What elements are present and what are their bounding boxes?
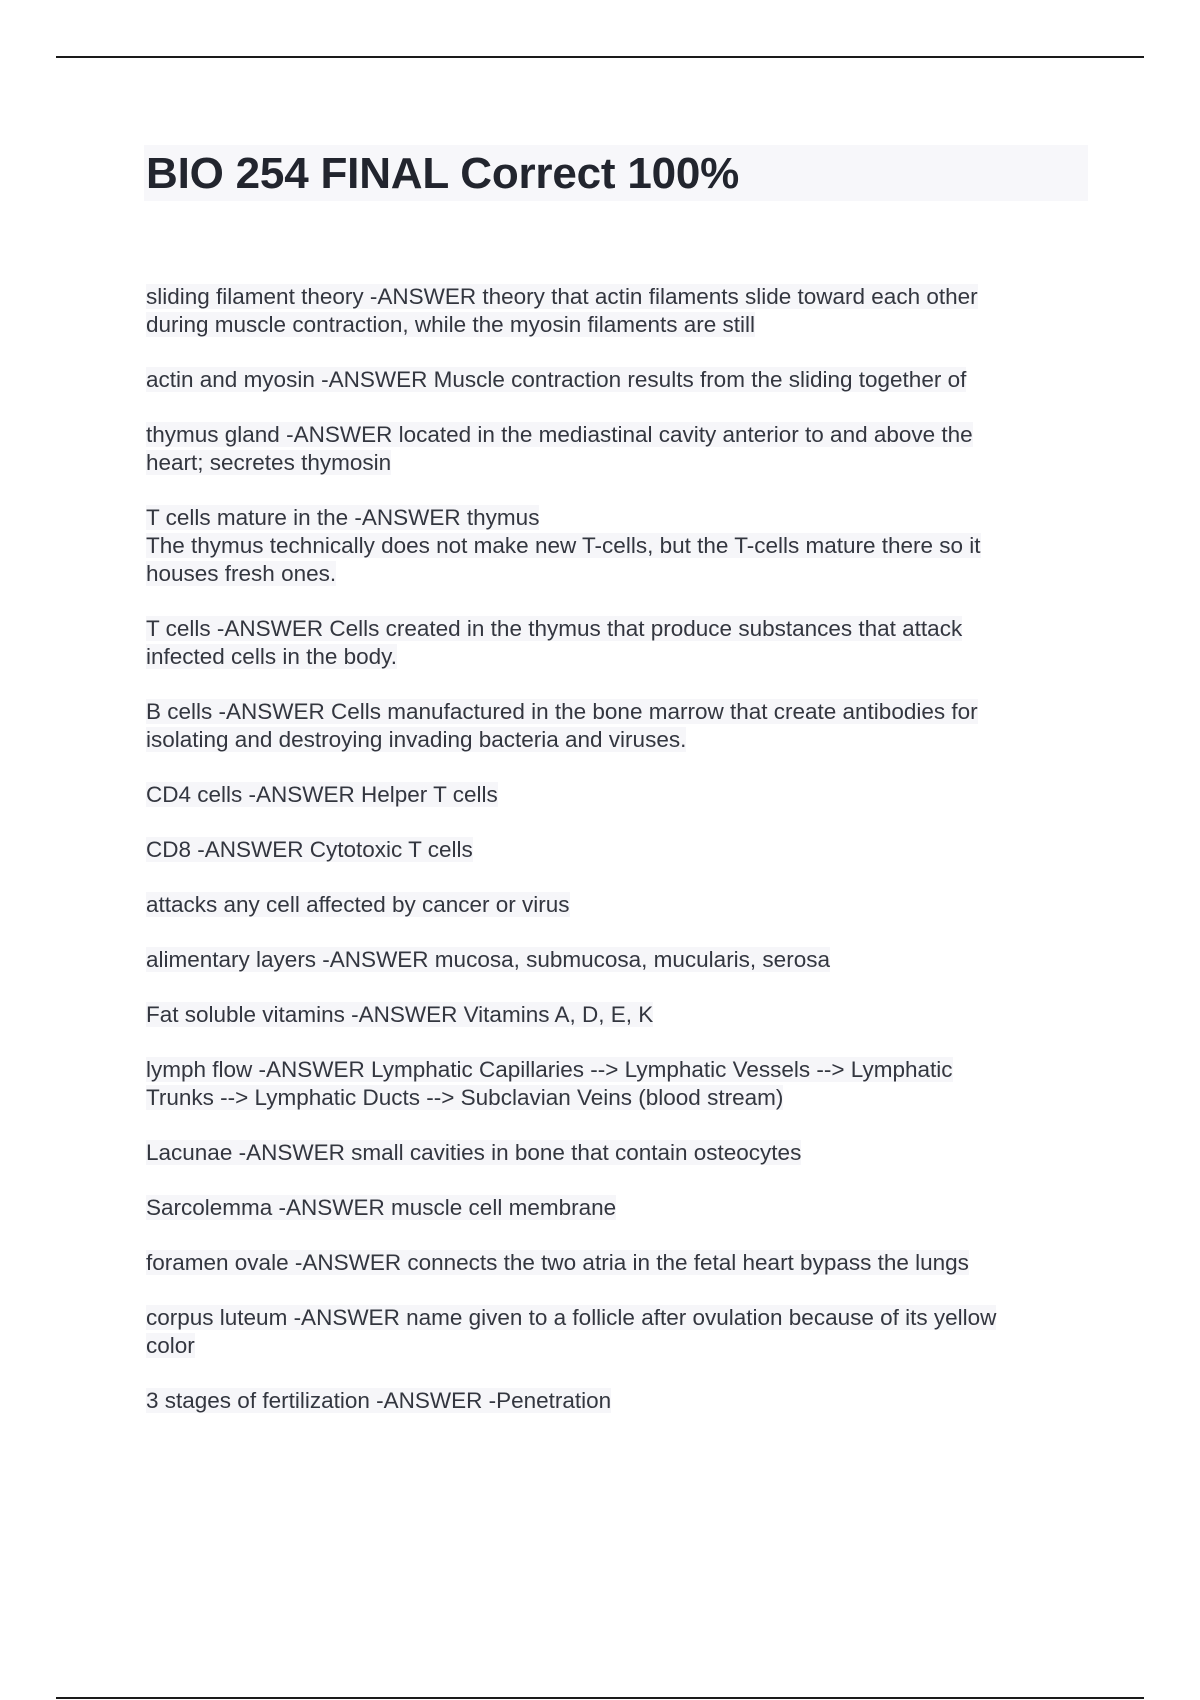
qa-entry-line (146, 1084, 1086, 1112)
top-rule (56, 56, 1144, 58)
qa-list (146, 283, 1086, 1442)
qa-entry-text: The thymus technically does not make new T-cells, but the T-cells mature there so it (146, 533, 981, 558)
qa-entry-text: Fat soluble vitamins -ANSWER Vitamins A, D, E, K (146, 1002, 654, 1027)
qa-entry (146, 504, 1086, 588)
qa-entry-text: actin and myosin -ANSWER Muscle contraction results from the sliding together of (146, 367, 967, 392)
qa-entry-text: Sarcolemma -ANSWER muscle cell membrane (146, 1195, 617, 1220)
qa-entry-text: CD4 cells -ANSWER Helper T cells (146, 782, 498, 807)
qa-entry-text: during muscle contraction, while the myosin filaments are still (146, 312, 756, 337)
qa-entry-line (146, 643, 1086, 671)
qa-entry-line (146, 1139, 1086, 1167)
qa-entry-line (146, 836, 1086, 864)
qa-entry-text: color (146, 1333, 195, 1358)
qa-entry-line (146, 1194, 1086, 1222)
qa-entry (146, 1387, 1086, 1415)
qa-entry-line (146, 560, 1086, 588)
qa-entry-line (146, 1001, 1086, 1029)
qa-entry-line (146, 1332, 1086, 1360)
qa-entry (146, 366, 1086, 394)
qa-entry-line (146, 1304, 1086, 1332)
qa-entry-line (146, 1249, 1086, 1277)
qa-entry (146, 698, 1086, 754)
bottom-rule (56, 1697, 1144, 1699)
qa-entry-line (146, 891, 1086, 919)
qa-entry-line (146, 311, 1086, 339)
qa-entry (146, 1056, 1086, 1112)
qa-entry-text: corpus luteum -ANSWER name given to a follicle after ovulation because of its yellow (146, 1305, 997, 1330)
qa-entry-line (146, 1387, 1086, 1415)
qa-entry-text: lymph flow -ANSWER Lymphatic Capillaries --> Lymphatic Vessels --> Lymphatic (146, 1057, 953, 1082)
qa-entry (146, 421, 1086, 477)
qa-entry (146, 1249, 1086, 1277)
qa-entry-line (146, 283, 1086, 311)
qa-entry (146, 283, 1086, 339)
qa-entry-text: sliding filament theory -ANSWER theory that actin filaments slide toward each other (146, 284, 978, 309)
qa-entry-text: T cells mature in the -ANSWER thymus (146, 505, 540, 530)
qa-entry-text: isolating and destroying invading bacteria and viruses. (146, 727, 687, 752)
qa-entry-line (146, 615, 1086, 643)
qa-entry-line (146, 532, 1086, 560)
qa-entry (146, 836, 1086, 864)
qa-entry (146, 615, 1086, 671)
qa-entry-text: thymus gland -ANSWER located in the mediastinal cavity anterior to and above the (146, 422, 973, 447)
qa-entry (146, 1304, 1086, 1360)
qa-entry-text: heart; secretes thymosin (146, 450, 392, 475)
qa-entry-text: houses fresh ones. (146, 561, 337, 586)
qa-entry-text: CD8 -ANSWER Cytotoxic T cells (146, 837, 473, 862)
qa-entry (146, 1139, 1086, 1167)
qa-entry-text: foramen ovale -ANSWER connects the two atria in the fetal heart bypass the lungs (146, 1250, 969, 1275)
qa-entry-text: Trunks --> Lymphatic Ducts --> Subclavian Veins (blood stream) (146, 1085, 784, 1110)
qa-entry-line (146, 726, 1086, 754)
qa-entry-line (146, 698, 1086, 726)
qa-entry-text: alimentary layers -ANSWER mucosa, submucosa, mucularis, serosa (146, 947, 830, 972)
qa-entry-line (146, 781, 1086, 809)
qa-entry-text: infected cells in the body. (146, 644, 397, 669)
qa-entry-line (146, 421, 1086, 449)
qa-entry-line (146, 504, 1086, 532)
document-title: BIO 254 FINAL Correct 100% (146, 149, 740, 198)
qa-entry-text: attacks any cell affected by cancer or virus (146, 892, 570, 917)
qa-entry-line (146, 366, 1086, 394)
qa-entry (146, 946, 1086, 974)
qa-entry-line (146, 449, 1086, 477)
qa-entry (146, 891, 1086, 919)
qa-entry-text: 3 stages of fertilization -ANSWER -Penetration (146, 1388, 612, 1413)
qa-entry-text: B cells -ANSWER Cells manufactured in the bone marrow that create antibodies for (146, 699, 978, 724)
qa-entry (146, 781, 1086, 809)
qa-entry-line (146, 946, 1086, 974)
qa-entry (146, 1194, 1086, 1222)
qa-entry-line (146, 1056, 1086, 1084)
qa-entry (146, 1001, 1086, 1029)
qa-entry-text: T cells -ANSWER Cells created in the thymus that produce substances that attack (146, 616, 963, 641)
qa-entry-text: Lacunae -ANSWER small cavities in bone that contain osteocytes (146, 1140, 802, 1165)
